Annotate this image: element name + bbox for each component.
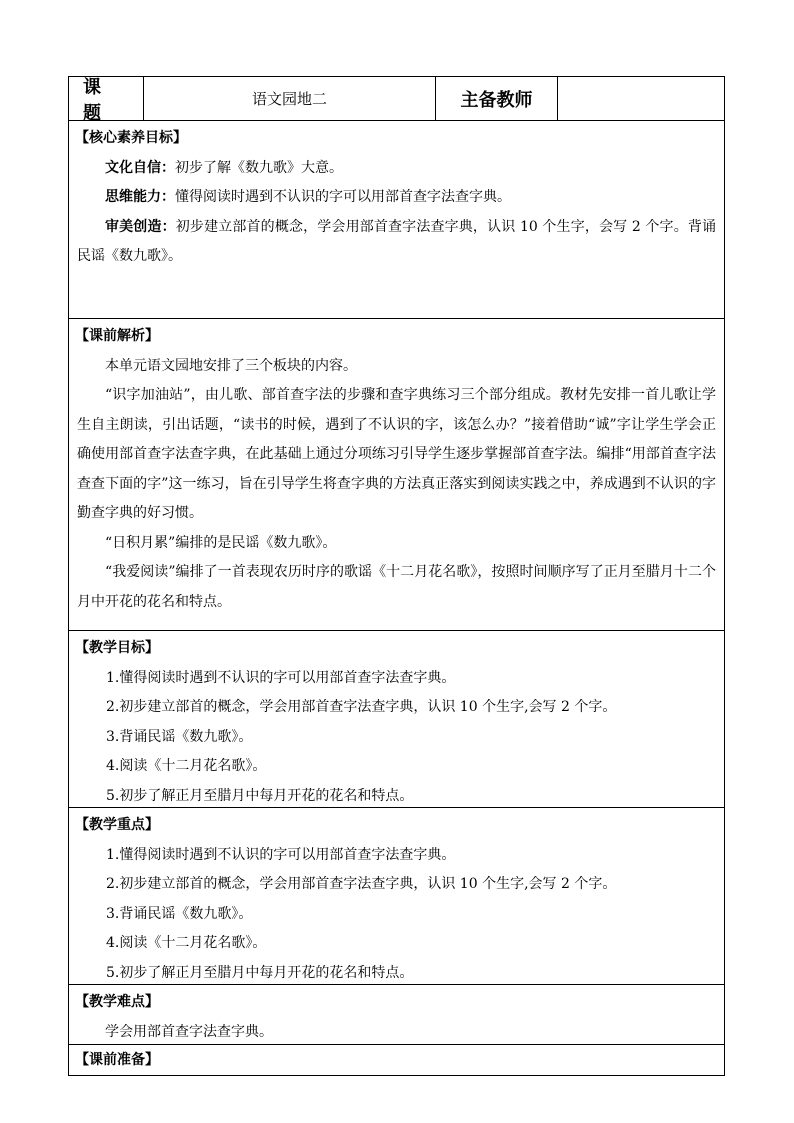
goal-item: 2.初步建立部首的概念，学会用部首查字法查字典，认识 10 个生字,会写 2 个字。 xyxy=(106,699,617,715)
core-item xyxy=(77,154,716,184)
analysis-paragraph: “我爱阅读”编排了一首表现农历时序的歌谣《十二月花名歌》，按照时间顺序写了正月至腊月十二个月中开花的花名和特点。 xyxy=(77,564,716,610)
section-title: 【课前解析】 xyxy=(75,328,159,344)
key-point-item: 1.懂得阅读时遇到不认识的字可以用部首查字法查字典。 xyxy=(106,846,456,863)
teacher-label: 主备教师 xyxy=(436,77,558,120)
core-goals-section xyxy=(69,121,724,319)
header-row xyxy=(69,76,724,124)
goal-item: 4.阅读《十二月花名歌》。 xyxy=(106,758,267,774)
key-point-item: 5.初步了解正月至腊月中每月开花的花名和特点。 xyxy=(106,964,414,981)
pre-class-analysis-section xyxy=(69,319,724,631)
analysis-paragraph: 本单元语文园地安排了三个板块的内容。 xyxy=(105,357,357,374)
section-title: 【教学重点】 xyxy=(75,817,159,833)
section-title: 【课前准备】 xyxy=(75,1052,159,1068)
core-item-key: 思维能力： xyxy=(105,189,175,205)
teaching-difficulty-section xyxy=(69,985,724,1045)
section-title: 【核心素养目标】 xyxy=(75,130,187,146)
teacher-value xyxy=(558,77,724,120)
goal-item: 5.初步了解正月至腊月中每月开花的花名和特点。 xyxy=(106,787,414,804)
core-item-text: 初步建立部首的概念，学会用部首查字法查字典，认识 10 个生字，会写 2 个字。背诵民谣《数九歌》。 xyxy=(77,218,717,264)
goal-item: 3.背诵民谣《数九歌》。 xyxy=(106,728,253,745)
core-item-text: 初步了解《数九歌》大意。 xyxy=(175,159,343,176)
analysis-paragraph: “日积月累”编排的是民谣《数九歌》。 xyxy=(105,534,337,551)
analysis-paragraph: “识字加油站”，由儿歌、部首查字法的步骤和查字典练习三个部分组成。教材先安排一首儿歌让学生自主朗读，引出话题，“读书的时候，遇到了不认识的字，该怎么办？”接着借助“诚”字让学生学会正确使用部首查字法查字典，在此基础上通过分项练习引导学生逐步掌握部首查字法。编排“用部首查字法查查下面的字”这一练习，旨在引导学生将查字典的方法真正落实到阅读实践之中，养成遇到不认识的字勤查字典的好习惯。 xyxy=(77,387,716,521)
key-point-item: 3.背诵民谣《数九歌》。 xyxy=(106,905,253,922)
key-point-item: 2.初步建立部首的概念，学会用部首查字法查字典，认识 10 个生字,会写 2 个字。 xyxy=(106,876,617,892)
core-item-key: 审美创造： xyxy=(105,218,176,235)
pre-class-preparation-section xyxy=(69,1045,724,1075)
core-item-key: 文化自信： xyxy=(105,159,175,176)
section-title: 【教学难点】 xyxy=(75,994,159,1010)
key-point-item: 4.阅读《十二月花名歌》。 xyxy=(106,935,267,951)
core-item xyxy=(77,183,716,213)
lesson-plan-table xyxy=(68,76,725,1076)
topic-label: 课 题 xyxy=(69,77,144,120)
topic-value: 语文园地二 xyxy=(144,77,436,120)
difficulty-text: 学会用部首查字法查字典。 xyxy=(105,1023,273,1040)
core-item xyxy=(77,213,716,272)
teaching-key-points-section xyxy=(69,808,724,985)
goal-item: 1.懂得阅读时遇到不认识的字可以用部首查字法查字典。 xyxy=(106,669,456,686)
core-item-text: 懂得阅读时遇到不认识的字可以用部首查字法查字典。 xyxy=(175,189,511,205)
section-title: 【教学目标】 xyxy=(75,640,159,656)
teaching-goals-section xyxy=(69,631,724,808)
